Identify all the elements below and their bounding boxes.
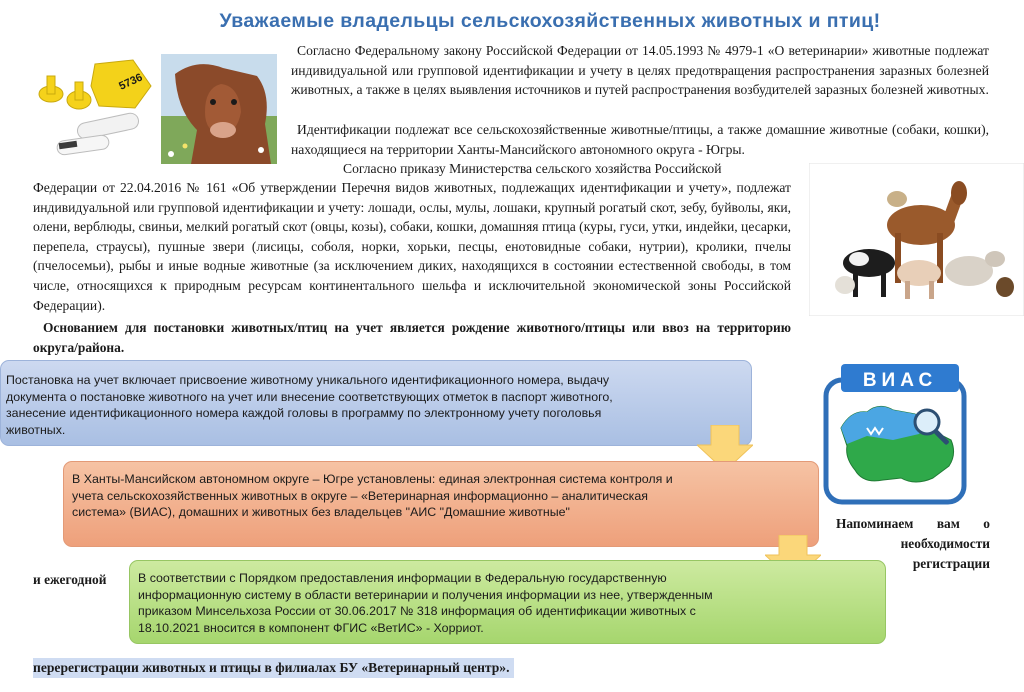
registration-info-text: Постановка на учет включает присвоение животному уникального идентификационного номера, выдачу документа о постановке животного на учет или внесение соответствующих отметок в паспорт животного, занесение идентификационного номера каждой головы в программу по электронному учету поголовья животных. [6, 373, 613, 437]
reminder-line-2: необходимости [900, 536, 990, 551]
order-paragraph: Федерации от 22.04.2016 № 161 «Об утверждении Перечня видов животных, подлежащих идентификации и учету», подлежат индивидуальной или групповой идентификации и учету: лошади, ослы, мулы, лошаки, крупный рогатый скот, зебу, буйволы, яки, олени, верблюды, свиньи, мелкий рогатый скот (овцы, козы), собаки, кошки, домашняя птица (куры, гуси, утки, индейки, цесарки, перепела, страусы), пушные звери (лисицы, соболя, норки, хорьки, песцы, енотовидные собаки, нутрии), кролики, пчелы (пчелосемьи), рыбы и иные водные животные (за исключением диких, находящихся в состоянии естественной свободы, в том числе, относящихся к природным ресурсам континентального шельфа и исключительной экономической зоны Российской Федерации). [33, 180, 791, 313]
farm-animals-photo [809, 163, 1024, 316]
reminder-text [836, 514, 990, 574]
law-paragraph: Согласно Федеральному закону Российской Федерации от 14.05.1993 № 4979-1 «О ветеринарии» животные подлежат индивидуальной или групповой идентификации и учету в целях предотвращения распространения заразных болезней животных, а также в целях выявления источников и путей распространения возбудителей заразных болезней животных. [291, 43, 989, 98]
page-title: Уважаемые владельцы сельскохозяйственных животных и птиц! [219, 10, 881, 32]
vias-info-box [63, 461, 819, 547]
vias-info-text: В Ханты-Мансийском автономном округе – Югре установлены: единая электронная система контроля и учета сельскохозяйственных животных в округе – «Ветеринарная информационно – аналитическая система» (ВИАС), домашних и животных без владельцев "АИС "Домашние животные" [72, 472, 673, 519]
annual-text: и ежегодной [33, 572, 107, 587]
reminder-line-3: регистрации [912, 556, 990, 571]
identification-paragraph: Идентификации подлежат все сельскохозяйственные животные/птицы, а также домашние животные (собаки, кошки), находящиеся на территории Ханты-Мансийского автономного округа - Югры. [291, 122, 989, 157]
tag-number-text: 5736 [117, 71, 145, 93]
cow-photo [161, 54, 277, 164]
ear-tags-image [33, 56, 161, 162]
basis-paragraph: Основанием для постановки животных/птиц на учет является рождение животного/птицы или ввоз на территорию округа/района. [33, 320, 791, 355]
registration-info-box [0, 360, 752, 446]
bottom-line: перерегистрации животных и птицы в филиалах БУ «Ветеринарный центр». [33, 658, 514, 678]
vias-logo-text: ВИАС [862, 370, 938, 391]
order-paragraph-first-line: Согласно приказу Министерства сельского хозяйства Российской [343, 161, 722, 176]
vias-logo [823, 362, 968, 506]
fgis-info-box [129, 560, 886, 644]
reminder-line-1: Напоминаем вам о [836, 516, 990, 531]
fgis-info-text: В соответствии с Порядком предоставления информации в Федеральную государственную информационную систему в области ветеринарии и получения информации из нее, утвержденным приказом Минсельхоза России от 30.06.2017 № 318 информация об идентификации животных с 18.10.2021 вносится в компонент ФГИС «ВетИС» - Хорриот. [138, 571, 713, 635]
